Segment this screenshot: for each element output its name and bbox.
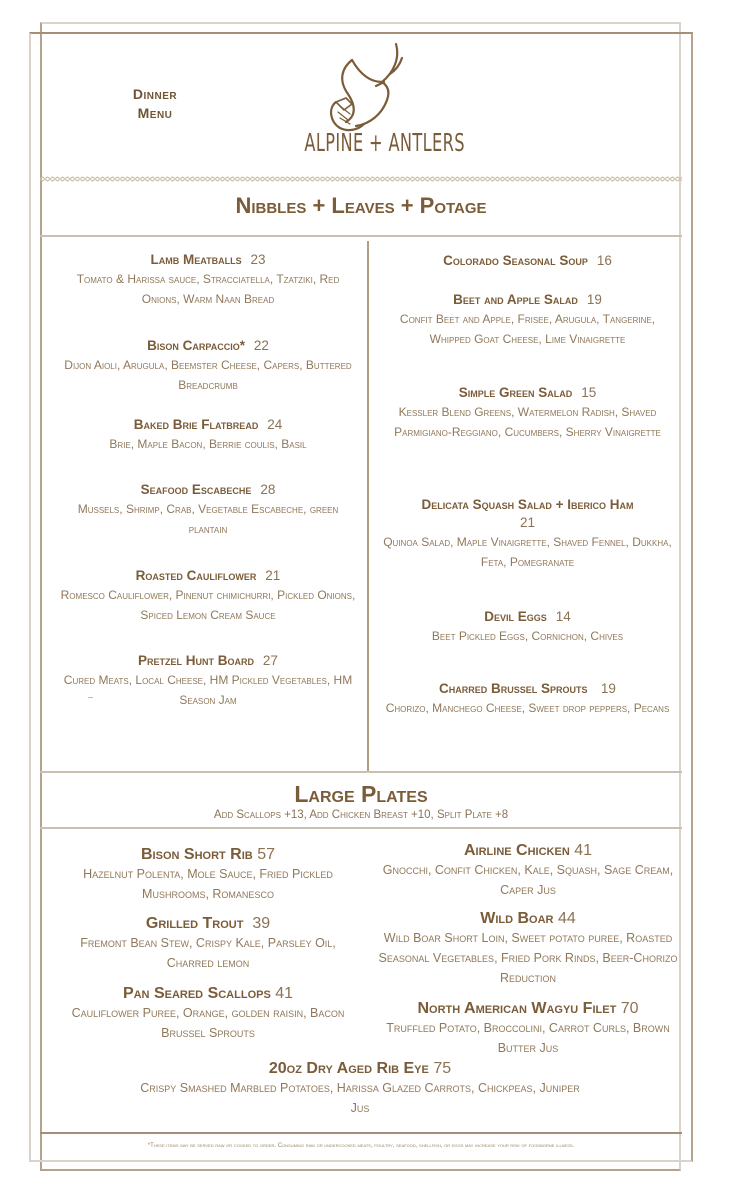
menu-item <box>58 985 358 1043</box>
item-description: Truffled Potato, Broccolini, Carrot Curls, Brown Butter Jus <box>386 1021 670 1055</box>
menu-item <box>58 567 358 625</box>
item-name: Roasted Cauliflower <box>135 568 257 583</box>
menu-item <box>378 910 678 988</box>
menu-label <box>110 85 200 123</box>
footer-divider <box>40 1132 682 1134</box>
item-description: Mussels, Shrimp, Crab, Vegetable Escabeche, green plantain <box>77 502 339 536</box>
item-description: Crispy Smashed Marbled Potatoes, Harissa Glazed Carrots, Chickpeas, Juniper Jus <box>140 1081 580 1115</box>
section-title-large-plates: Large Plates <box>294 781 428 807</box>
item-name: Pretzel Hunt Board <box>138 653 255 668</box>
item-description: Chorizo, Manchego Cheese, Sweet drop peppers, Pecans <box>385 701 670 715</box>
item-price: 15 <box>581 385 597 400</box>
menu-label-line2: Menu <box>137 105 173 121</box>
item-description: Confit Beet and Apple, Frisee, Arugula, Tangerine, Whipped Goat Cheese, Lime Vinaigrette <box>399 312 656 346</box>
menu-item <box>380 384 675 442</box>
item-price: 19 <box>586 292 602 307</box>
menu-item <box>380 496 675 572</box>
menu-item <box>58 652 358 710</box>
menu-item <box>58 416 358 454</box>
item-description: Cauliflower Puree, Orange, golden raisin, Bacon Brussel Sprouts <box>71 1006 345 1040</box>
item-description: Hazelnut Polenta, Mole Sauce, Fried Pickled Mushrooms, Romanesco <box>83 867 333 901</box>
item-name: Lamb Meatballs <box>150 252 242 267</box>
menu-item <box>380 252 675 270</box>
item-name: Charred Brussel Sprouts <box>439 681 588 696</box>
item-description: Dijon Aioli, Arugula, Beemster Cheese, Capers, Buttered Breadcrumb <box>64 358 352 392</box>
item-description: Gnocchi, Confit Chicken, Kale, Squash, Sage Cream, Caper Jus <box>382 863 674 897</box>
item-price: 21 <box>265 568 281 583</box>
menu-item <box>380 608 675 646</box>
menu-item <box>58 251 358 309</box>
brand-name: ALPINE + ANTLERS <box>304 128 465 157</box>
item-name: Beet and Apple Salad <box>453 292 578 307</box>
section-divider <box>40 235 682 237</box>
section-subtitle-addons: Add Scallops +13, Add Chicken Breast +10, Split Plate +8 <box>213 809 509 821</box>
item-name: Colorado Seasonal Soup <box>443 253 588 268</box>
item-description: Romesco Cauliflower, Pinenut chimichurri, Pickled Onions, Spiced Lemon Cream Sauce <box>60 588 356 622</box>
item-price: 41 <box>275 985 294 1002</box>
menu-label-line1: Dinner <box>132 86 178 102</box>
item-description: Kessler Blend Greens, Watermelon Radish, Shaved Parmigiano-Reggiano, Cucumbers, Sherry Vinaigrette <box>394 405 661 439</box>
menu-item <box>130 1060 590 1118</box>
menu-item <box>68 846 348 904</box>
item-price: 39 <box>252 915 271 932</box>
item-price: 23 <box>250 252 266 267</box>
item-price: 22 <box>253 338 269 353</box>
item-price: 21 <box>519 515 536 530</box>
item-name: Delicata Squash Salad + Iberico Ham <box>421 497 634 512</box>
item-description: Cured Meats, Local Cheese, HM Pickled Vegetables, HM Season Jam <box>63 673 353 707</box>
column-divider <box>367 241 369 771</box>
item-name: Bison Short Rib <box>141 846 253 863</box>
item-name: Wild Boar <box>480 910 554 927</box>
menu-item <box>380 291 675 349</box>
item-price: 44 <box>557 910 576 927</box>
menu-item <box>378 842 678 900</box>
item-name: Pan Seared Scallops <box>122 985 271 1002</box>
item-description: Fremont Bean Stew, Crispy Kale, Parsley Oil, Charred lemon <box>80 936 336 970</box>
menu-item <box>378 1000 678 1058</box>
item-name: Bison Carpaccio* <box>147 338 245 353</box>
section-title-small-plates: Nibbles + Leaves + Potage <box>235 193 487 218</box>
item-name: Airline Chicken <box>463 842 570 859</box>
menu-item <box>68 915 348 973</box>
section-divider <box>40 771 682 773</box>
item-description: Tomato & Harissa sauce, Stracciatella, Tzatziki, Red Onions, Warm Naan Bread <box>76 272 340 306</box>
item-name: Baked Brie Flatbread <box>133 417 259 432</box>
item-price: 16 <box>596 253 612 268</box>
section-divider <box>40 827 682 829</box>
menu-item <box>58 337 358 395</box>
item-name: Grilled Trout <box>145 915 244 932</box>
menu-item <box>58 481 358 539</box>
stray-mark <box>88 697 93 698</box>
food-safety-disclaimer: *These items may be served raw or cooked to order. Consuming raw or undercooked meats, poultry, seafood, shellfish, or eggs may increase your risk of foodborne illness. <box>147 1143 575 1149</box>
item-price: 24 <box>267 417 283 432</box>
item-price: 19 <box>600 681 616 696</box>
item-price: 41 <box>574 842 593 859</box>
item-price: 14 <box>555 609 571 624</box>
item-price: 28 <box>260 482 276 497</box>
item-description: Wild Boar Short Loin, Sweet potato puree, Roasted Seasonal Vegetables, Fried Pork Rinds, Beer-Chorizo Reduction <box>378 931 678 985</box>
item-price: 75 <box>433 1060 452 1077</box>
item-price: 27 <box>262 653 278 668</box>
menu-item <box>380 680 675 718</box>
item-price: 57 <box>257 846 275 863</box>
decorative-divider <box>40 176 682 182</box>
item-name: North American Wagyu Filet <box>417 1000 617 1017</box>
item-price: 70 <box>620 1000 639 1017</box>
item-name: 20oz Dry Aged Rib Eye <box>268 1060 429 1077</box>
item-name: Seafood Escabeche <box>140 482 252 497</box>
item-name: Devil Eggs <box>484 609 547 624</box>
item-description: Brie, Maple Bacon, Berrie coulis, Basil <box>109 437 307 451</box>
item-description: Beet Pickled Eggs, Cornichon, Chives <box>431 629 624 643</box>
item-description: Quinoa Salad, Maple Vinaigrette, Shaved Fennel, Dukkha, Feta, Pomegranate <box>383 535 672 569</box>
item-name: Simple Green Salad <box>458 385 573 400</box>
